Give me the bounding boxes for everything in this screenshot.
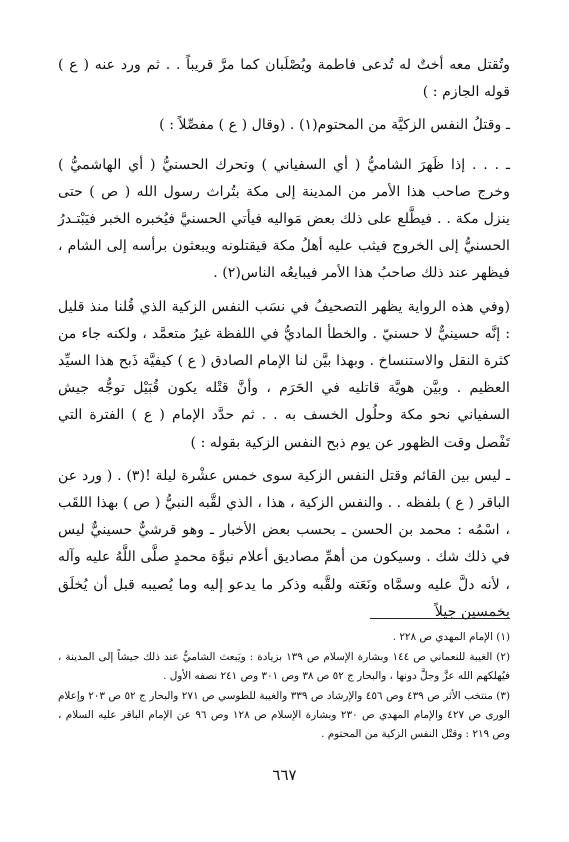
page-number: ٦٦٧ [272, 766, 297, 784]
paragraph-2: ـ وقتلُ النفس الزكيَّة من المحتوم(١) . (وقال ( ع ) مفصِّلاً : ) [159, 117, 510, 134]
paragraph-3: ـ . . . إذا ظَهرَ الشاميُّ ( أي السفياني ) وتحرك الحسنيُّ ( أي الهاشميُّ ) وخرج صاحب هذا الأمر من المدينة إلى مكة بتُراث رسول الله ( ص ) حتى ينزل مكة . . فيطَّلع على ذلك بعض مَواليه فيأتي الحسنيَّ فيُخبره الخبر فيَبْتـدرُ الحسنيُّ إلى الخروج فيثب عليه أهلُ مكة فيقتلونه ويبعثون برأسه إلى الشام ، فيظهر عند ذلك صاحبُ هذا الأمر فيبايعُه الناس(٢) . [58, 156, 510, 282]
footnote-2: (٢) الغيبة للنعماني ص ١٤٤ وبشارة الإسلام ص ١٣٩ بزيادة : ويَبعث الشاميُّ عند ذلك جيشاً إلى المدينة ، فيُهلكهم الله عزَّ وجلَّ دونها ، والبحار ج ٥٢ ص ٣٨ وص ٣٠١ وص ٢٤١ نصفه الأول . [58, 651, 511, 682]
footnotes [58, 628, 510, 745]
footnote-divider [370, 618, 510, 619]
footnote-3: (٣) منتخب الأثر ص ٤٣٩ وص ٤٥٦ والإرشاد ص ٣٣٩ والغيبة للطوسي ص ٢٧١ والبحار ج ٥٢ ص ٢٠٣ وإعلام الورى ص ٤٢٧ والإمام المهدي ص ٢٣٠ وبشارة الإسلام ص ١٢٨ وص ٩٦ عن الإمام الباقر عليه السلام ، وص ٢١٩ : وقتْل النفس الزكية من المحتوم . [58, 690, 511, 740]
main-text [58, 52, 510, 638]
paragraph-4: (وفي هذه الرواية يظهر التصحيفُ في نسَب النفس الزكية الذي قُلنا منذ قليل : إنَّه حسينيٌّ لا حسنيّ . والخطأ الماديُّ في اللفظة غيرُ متعمَّد ، ولكنه جاء من كثرة النقل والاستنساخ . وبهذا بيَّن لنا الإمام الصادق ( ع ) كيفيَّة ذَبح هذا السيِّد العظيم . وبيَّن هويَّة قاتليه في الحَرَم ، وأنَّ قتْله يكون قُبَيْل توجُّه جيش السفياني نحو مكة وحلُول الخسف به . . ثم حدَّد الإمام ( ع ) الفترة التي تَفْصل وقت الظهور عن يوم ذبح النفس الزكية بقوله : ) [58, 298, 510, 451]
paragraph-1: وتُقتل معه أختٌ له تُدعى فاطمة ويُصْلَبان كما مرَّ قريباً . . ثم ورد عنه ( ع ) قوله الجازم : ) [58, 57, 510, 101]
footnote-1: (١) الإمام المهدي ص ٢٢٨ . [392, 631, 510, 643]
paragraph-5: ـ ليس بين القائم وقتل النفس الزكية سوى خمس عشْرة ليلة !(٣) . ( ورد عن الباقر ( ع ) بلفظه . . والنفس الزكية ، هذا ، الذي لقَّبه النبيُّ ( ص ) بهذا اللقَب ، اسْمُه : محمد بن الحسن ـ بحسب بعض الأخبار ـ وهو قرشيٌّ حسينيٌّ ليس في ذلك شك . وسيكون من أهمِّ مصاديق أعلام نبوَّة محمدٍ صلَّى اللَّهُ عليه وآله ، لأنه دلَّ عليه وسمَّاه ونَعَته ولقَّبه وذكر ما يدعو إليه وما يُصيبه قبل أن يُخلَق بخمسين جيلاً [58, 467, 510, 620]
